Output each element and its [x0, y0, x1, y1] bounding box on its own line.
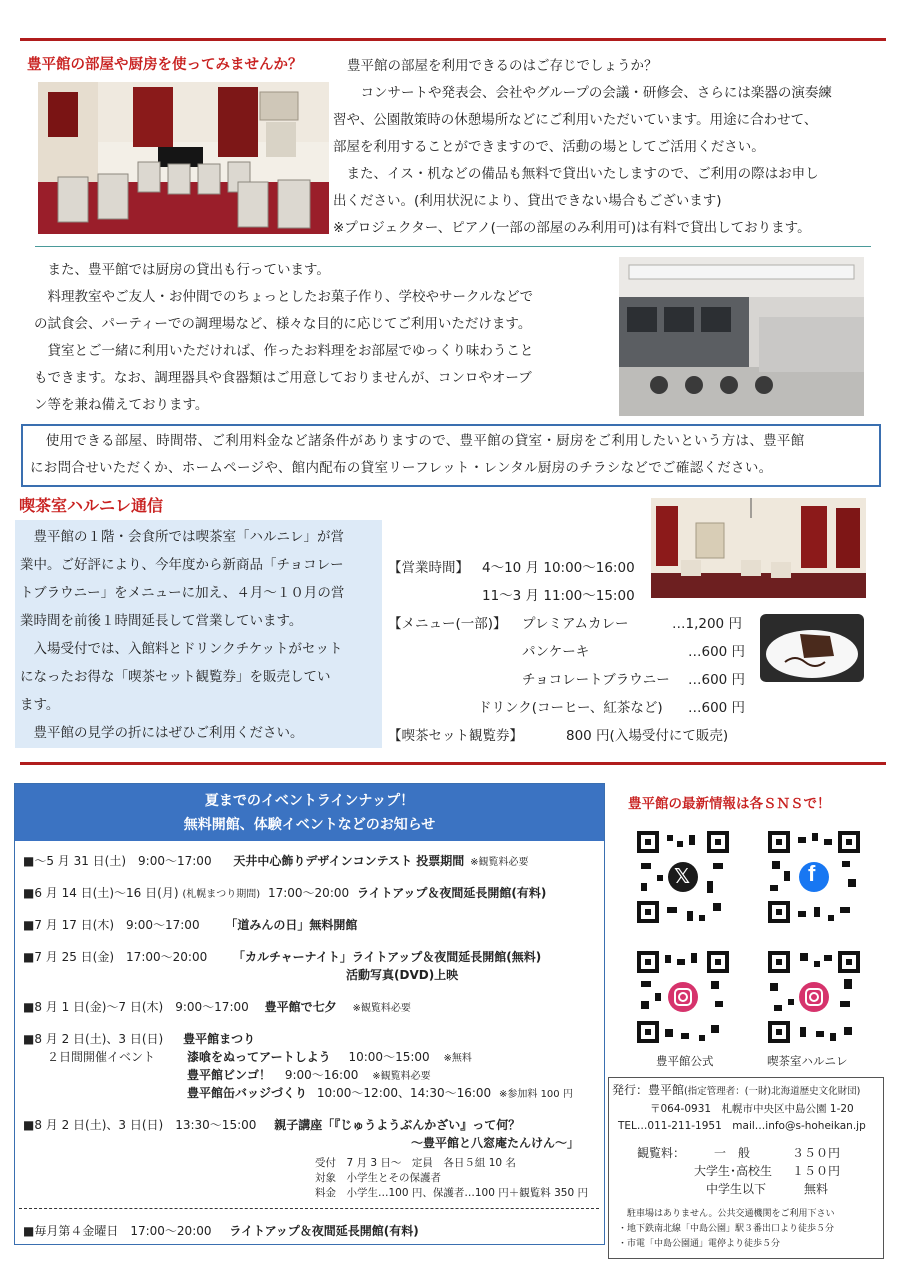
rooms-line: コンサートや発表会、会社やグループの会議・研修会、さらには楽器の演奏練: [347, 85, 832, 101]
rooms-line: 部屋を利用することができますので、活動の場としてご活用ください。: [333, 139, 765, 155]
event-title: 親子講座「『じゅうようぶんかざい』って何？: [274, 1118, 521, 1132]
cafe-room-photo: [651, 498, 866, 598]
kitchen-line: 料理教室やご友人・お仲間でのちょっとしたお菓子作り、学校やサークルなどで: [34, 289, 534, 305]
event-note: ※無料: [443, 1053, 472, 1064]
hours-label: 【営業時間】: [388, 560, 469, 576]
event-date: ■8 月 2 日(土)、3 日(日): [23, 1032, 164, 1046]
rooms-line: また、イス・机などの備品も無料で貸出いたしますので、ご利用の際はお申し: [333, 166, 819, 182]
top-divider: [20, 38, 886, 41]
event-row: [23, 884, 546, 901]
event-time: 10:00～12:00、14:30～16:00: [316, 1086, 492, 1100]
menu-item-name: パンケーキ: [522, 644, 590, 660]
event-row: [346, 966, 458, 983]
fee-category: 大学生･高校生: [694, 1164, 773, 1178]
event-date: ■毎月第４金曜日 17:00～20:00: [23, 1224, 212, 1238]
rooms-line: 習や、公園散策時の休憩場所などにご利用いただいています。用途に合わせて、: [333, 112, 818, 128]
rooms-line: 豊平館の部屋を利用できるのはご存じでしょうか？: [347, 58, 658, 74]
access-line: ・地下鉄南北線「中島公園」駅３番出口より徒歩５分: [618, 1224, 835, 1234]
kitchen-line: 貸室とご一緒に利用いただければ、作ったお料理をお部屋でゆっくり味わうこと: [34, 343, 534, 359]
event-date: ■7 月 25 日(金) 17:00～20:00: [23, 950, 208, 964]
event-date: ■8 月 1 日(金)～7 日(木) 9:00～17:00: [23, 1000, 249, 1014]
kitchen-photo: [619, 257, 864, 416]
event-row: [23, 1030, 255, 1047]
events-header-line1: 夏までのイベントラインナップ！: [204, 793, 415, 809]
event-title: 天井中心飾りデザインコンテスト 投票期間: [233, 854, 465, 868]
qr-label-cafe: 喫茶室ハルニレ: [767, 1054, 848, 1068]
cafe-line: 豊平館の見学の折にはぜひご利用ください。: [20, 725, 304, 741]
event-row: [187, 1084, 573, 1101]
fee-category: 中学生以下: [706, 1182, 767, 1196]
cafe-text: [20, 523, 344, 747]
event-detail: 料金 小学生…100 円、保護者…100 円＋観覧料 350 円: [315, 1187, 588, 1199]
cafe-line: 豊平館の１階・会食所では喫茶室「ハルニレ」が営: [20, 529, 344, 545]
event-row: [23, 998, 411, 1015]
mid-divider: [20, 762, 886, 765]
notice-line: 使用できる部屋、時間帯、ご利用料金など諸条件がありますので、豊平館の貸室・厨房をご利用したいという方は、豊平館: [32, 433, 805, 449]
qr-label-official: 豊平館公式: [656, 1054, 714, 1068]
event-title: ライトアップ＆夜間延長開館(有料): [229, 1224, 419, 1238]
event-row: [187, 1066, 431, 1083]
publisher-manager: (指定管理者：(一財)北海道歴史文化財団): [684, 1086, 861, 1097]
event-note: ※観覧料必要: [470, 857, 529, 868]
cafe-line: トブラウニー」をメニューに加え、４月～１０月の営: [20, 585, 345, 601]
menu-item-name: ドリンク(コーヒー、紅茶など): [478, 700, 663, 716]
fee-category: 一 般: [714, 1146, 751, 1160]
event-note: ※参加料 100 円: [499, 1089, 573, 1100]
event-note: ※観覧料必要: [352, 1003, 411, 1014]
room-photo: [38, 82, 329, 234]
qr-cafe-instagram[interactable]: [768, 951, 860, 1043]
menu-item-price: …600 円: [688, 644, 746, 660]
cafe-title: 喫茶室ハルニレ通信: [19, 496, 164, 515]
brownie-photo: [760, 614, 864, 682]
kitchen-text: [34, 257, 533, 419]
event-date: ■～5 月 31 日(土) 9:00～17:00: [23, 854, 212, 868]
ticket-label: 【喫茶セット観覧券】: [388, 728, 523, 744]
event-detail: 受付 7 月 3 日～ 定員 各日５組 10 名: [315, 1157, 516, 1169]
event-activity: 漆喰をぬってアートしよう: [187, 1050, 331, 1064]
notice-line: にお問合せいただくか、ホームページや、館内配布の貸室リーフレット・レンタル厨房のチラシなどでご確認ください。: [30, 460, 773, 476]
event-date: ■8 月 2 日(土)、3 日(日) 13:30～15:00: [23, 1118, 257, 1132]
qr-official-facebook[interactable]: [768, 831, 860, 923]
rooms-line: ※プロジェクター、ピアノ(一部の部屋のみ利用可)は有料で貸出しております。: [333, 220, 811, 236]
event-time: 17:00～20:00: [267, 886, 350, 900]
event-row: [23, 1222, 419, 1239]
kitchen-line: また、豊平館では厨房の貸出も行っています。: [34, 262, 330, 278]
facebook-icon: f: [808, 861, 816, 886]
rooms-divider: [35, 246, 871, 247]
kitchen-line: もできます。なお、調理器具や食器類はご用意しておりませんが、コンロやオーブ: [34, 370, 532, 386]
events-dashed-divider: [19, 1208, 599, 1209]
event-row: [23, 852, 529, 869]
event-title: ライトアップ＆夜間延長開館(有料): [356, 886, 547, 900]
rooms-text: [333, 53, 832, 242]
cafe-line: 業時間を前後１時間延長して営業しています。: [20, 613, 303, 629]
menu-label: 【メニュー(一部)】: [388, 616, 507, 632]
hours-value: 11～3 月 11:00～15:00: [482, 588, 635, 604]
kitchen-line: の試食会、パーティーでの調理場など、様々な目的に応じてご利用いただけます。: [34, 316, 532, 332]
x-logo-icon: 𝕏: [674, 864, 691, 888]
menu-item-name: プレミアムカレー: [522, 616, 629, 632]
sns-title: 豊平館の最新情報は各ＳＮＳで！: [628, 796, 831, 812]
event-row: [23, 948, 541, 965]
menu-item-price: …600 円: [688, 700, 746, 716]
event-date: ■6 月 14 日(土)～16 日(月): [23, 886, 179, 900]
event-activity: 豊平館缶バッジづくり: [187, 1086, 308, 1100]
event-row: [411, 1134, 579, 1151]
cafe-line: になったお得な「喫茶セット観覧券」を販売してい: [20, 669, 331, 685]
event-sub: ２日間開催イベント: [47, 1050, 156, 1064]
cafe-line: ます。: [20, 697, 60, 713]
event-note: ※観覧料必要: [372, 1071, 431, 1082]
address: 〒064-0931 札幌市中央区中島公園 1-20: [650, 1103, 854, 1115]
access-line: ・市電「中島公園通」電停より徒歩５分: [618, 1239, 781, 1249]
qr-official-instagram[interactable]: [637, 951, 729, 1043]
ticket-price: 800 円(入場受付にて販売): [566, 728, 729, 744]
publisher: [612, 1081, 860, 1098]
fee-label: 観覧料：: [637, 1146, 686, 1160]
event-row: [23, 916, 357, 933]
event-title: 豊平館まつり: [183, 1032, 256, 1046]
cafe-line: 業中。ご好評により、今年度から新商品「チョコレー: [20, 557, 344, 573]
event-title: ～豊平館と八窓庵たんけん～」: [411, 1136, 580, 1150]
events-header: [15, 784, 604, 841]
event-title: 活動写真(DVD)上映: [346, 968, 459, 982]
parking-note: 駐車場はありません。公共交通機関をご利用下さい: [627, 1209, 835, 1219]
menu-item-price: …600 円: [688, 672, 746, 688]
events-box: [14, 783, 605, 1245]
contact: TEL…011-211-1951 mail…info@s-hoheikan.jp: [618, 1120, 866, 1132]
fee-amount: ３５０円: [792, 1146, 841, 1160]
event-detail: 対象 小学生とその保護者: [315, 1172, 441, 1184]
publisher-name: 発行：豊平館: [612, 1083, 685, 1097]
menu-item-name: チョコレートブラウニー: [522, 672, 670, 688]
event-time: 9:00～16:00: [284, 1068, 359, 1082]
event-sub: (札幌まつり期間): [182, 889, 261, 900]
rooms-line: 出ください。(利用状況により、貸出できない場合もございます): [333, 193, 722, 209]
event-row: [187, 1048, 472, 1065]
event-title: 「カルチャーナイト」ライトアップ＆夜間延長開館(無料): [233, 950, 542, 964]
event-time: 10:00～15:00: [348, 1050, 430, 1064]
fee-amount: 無料: [804, 1182, 829, 1196]
rooms-title: 豊平館の部屋や厨房を使ってみませんか？: [27, 57, 303, 73]
kitchen-line: ン等を兼ね備えております。: [34, 397, 209, 413]
event-date: ■7 月 17 日(木) 9:00～17:00: [23, 918, 200, 932]
event-title: 豊平館で七夕: [264, 1000, 337, 1014]
events-header-line2: 無料開館、体験イベントなどのお知らせ: [183, 817, 436, 833]
menu-item-price: …1,200 円: [672, 616, 742, 632]
event-row: [23, 1116, 520, 1133]
cafe-line: 入場受付では、入館料とドリンクチケットがセット: [20, 641, 343, 657]
qr-official-x[interactable]: [637, 831, 729, 923]
fee-amount: １５０円: [792, 1164, 841, 1178]
hours-value: 4～10 月 10:00～16:00: [482, 560, 635, 576]
event-activity: 豊平館ビンゴ！: [187, 1068, 272, 1082]
event-title: 「道みんの日」無料開館: [225, 918, 358, 932]
